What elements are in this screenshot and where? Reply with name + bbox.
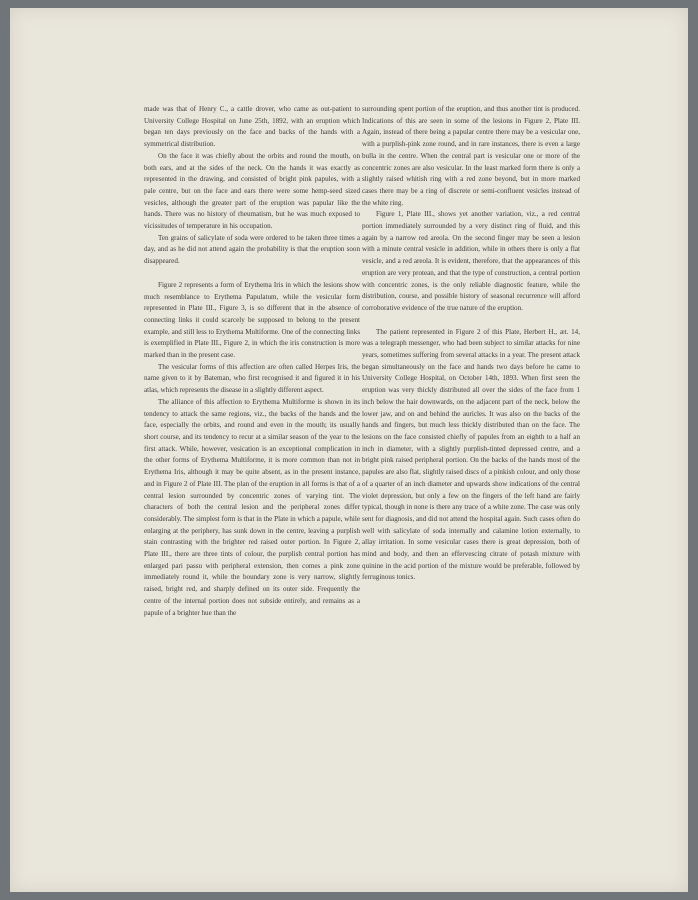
paragraph: Ten grains of salicylate of soda were ordered to be taken three times a day, and as he did not attend again the probability is that the eruption soon disappeared. [144,233,360,266]
left-column [144,104,360,619]
page-sheet [10,8,688,892]
paragraph: The patient represented in Figure 2 of this Plate, Herbert H., æt. 14, was a telegraph messenger, who had been subject to similar attacks for nine years, sometimes suffering from several attacks in a year. The present attack began simultaneously on the face and hands two days before he came to University College Hospital, on October 14th, 1893. When first seen the eruption was very thickly distributed all over the sides of the face from 1 inch below the hair downwards, on the adjacent part of the neck, below the lower jaw, and on and behind the auricles. It was also on the backs of the hands and fingers, but much less thickly distributed than on the face. The lesions on the face consisted chiefly of papules from an eighth to a half an inch in diameter, with a slightly purplish-tinted depressed centre, and a bright pink raised peripheral portion. On the backs of the hands most of the papules are also flat, slightly raised discs of a pinkish colour, and only those of a quarter of an inch diameter and upwards show indications of the central violet depression, but only a few on the fingers of the left hand are fairly typical, though in none is there any trace of a white zone. The case was only sent for diagnosis, and did not attend the hospital again. Such cases often do well with salicylate of soda internally and calamine lotion externally, to allay irritation. In some vesicular cases there is great depression, both of mind and body, and then an effervescing citrate of potash mixture with quinine in the acid portion of the mixture would be preferable, followed by ferruginous tonics. [362,327,580,582]
paragraph: surrounding spent portion of the eruption, and thus another tint is produced. Indications of this are seen in some of the lesions in Figure 2, Plate III. Again, instead of there being a papular centre there may be a vesicular one, with a purplish-pink zone round, and in rare instances, there is even a large bulla in the centre. When the central part is vesicular one or more of the concentric zones are also vesicular. In the least marked form there is only a slightly raised whitish ring with a red zone beyond, but in more marked cases there may be a ring of discrete or semi-confluent vesicles instead of the white ring. [362,105,580,207]
paragraph: Figure 2 represents a form of Erythema Iris in which the lesions show much resemblance to Erythema Papulatum, while the vesicular form represented in Plate III., Figure 3, is so different that in the absence of connecting links it could scarcely be supposed to belong to the present example, and still less to Erythema Multiforme. One of the connecting links is exemplified in Plate III., Figure 2, in which the iris construction is more marked than in the present case. [144,280,360,360]
paragraph: On the face it was chiefly about the orbits and round the mouth, on both ears, and at the sides of the neck. On the hands it was exactly as represented in the drawing, and consisted of bright pink papules, with a pale centre, but on the face and ears there were some hemp-seed sized vesicles, although the greater part of the eruption was papular like the hands. There was no history of rheumatism, but he was much exposed to vicissitudes of temperature in his occupation. [144,151,360,231]
paragraph: The vesicular forms of this affection are often called Herpes Iris, the name given to it by Bateman, who first recognised it and figured it in his atlas, which represents the disease in a slightly different aspect. [144,362,360,395]
paragraph: The alliance of this affection to Erythema Multiforme is shown in its tendency to attack the same regions, viz., the backs of the hands and the face, especially the orbits, and round and even in the mouth; its usually short course, and its tendency to recur at a similar season of the year to the first attack. While, however, vesication is an exceptional complication in the other forms of Erythema Multiforme, it is more common than not in Erythema Iris, although it may be quite absent, as in the present instance, and in Figure 2 of Plate III. The plan of the eruption in all forms is that of a central lesion surrounded by concentric zones of varying tint. The characters of both the central lesion and the peripheral zones differ considerably. The simplest form is that in the Plate in which a papule, while enlarging at the periphery, has sunk down in the centre, leaving a purplish stain contrasting with the brighter red raised outer portion. In Figure 2, Plate III., there are three tints of colour, the purplish central portion has enlarged pari passu with peripheral extension, then comes a pink zone immediately round it, while the boundary zone is very narrow, slightly raised, bright red, and sharply defined on its outer side. Frequently the centre of the internal portion does not subside entirely, and remains as a papule of a brighter hue than the [144,397,360,617]
right-column [362,104,580,584]
paragraph: made was that of Henry C., a cattle drover, who came as out-patient to University College Hospital on June 25th, 1892, with an eruption which began ten days previously on the face and backs of the hands with a symmetrical distribution. [144,105,360,149]
paragraph: Figure 1, Plate III., shows yet another variation, viz., a red central portion immediately surrounded by a very distinct ring of fluid, and this again by a narrow red areola. On the second finger may be seen a lesion with a minute central vesicle in addition, while in others there is only a flat vesicle, and a red areola. It is evident, therefore, that the appearances of this eruption are very protean, and that the type of construction, a central portion with concentric zones, is the only reliable diagnostic feature, while the distribution, course, and possible history of seasonal recurrence will afford corroborative evidence of the true nature of the eruption. [362,210,580,312]
